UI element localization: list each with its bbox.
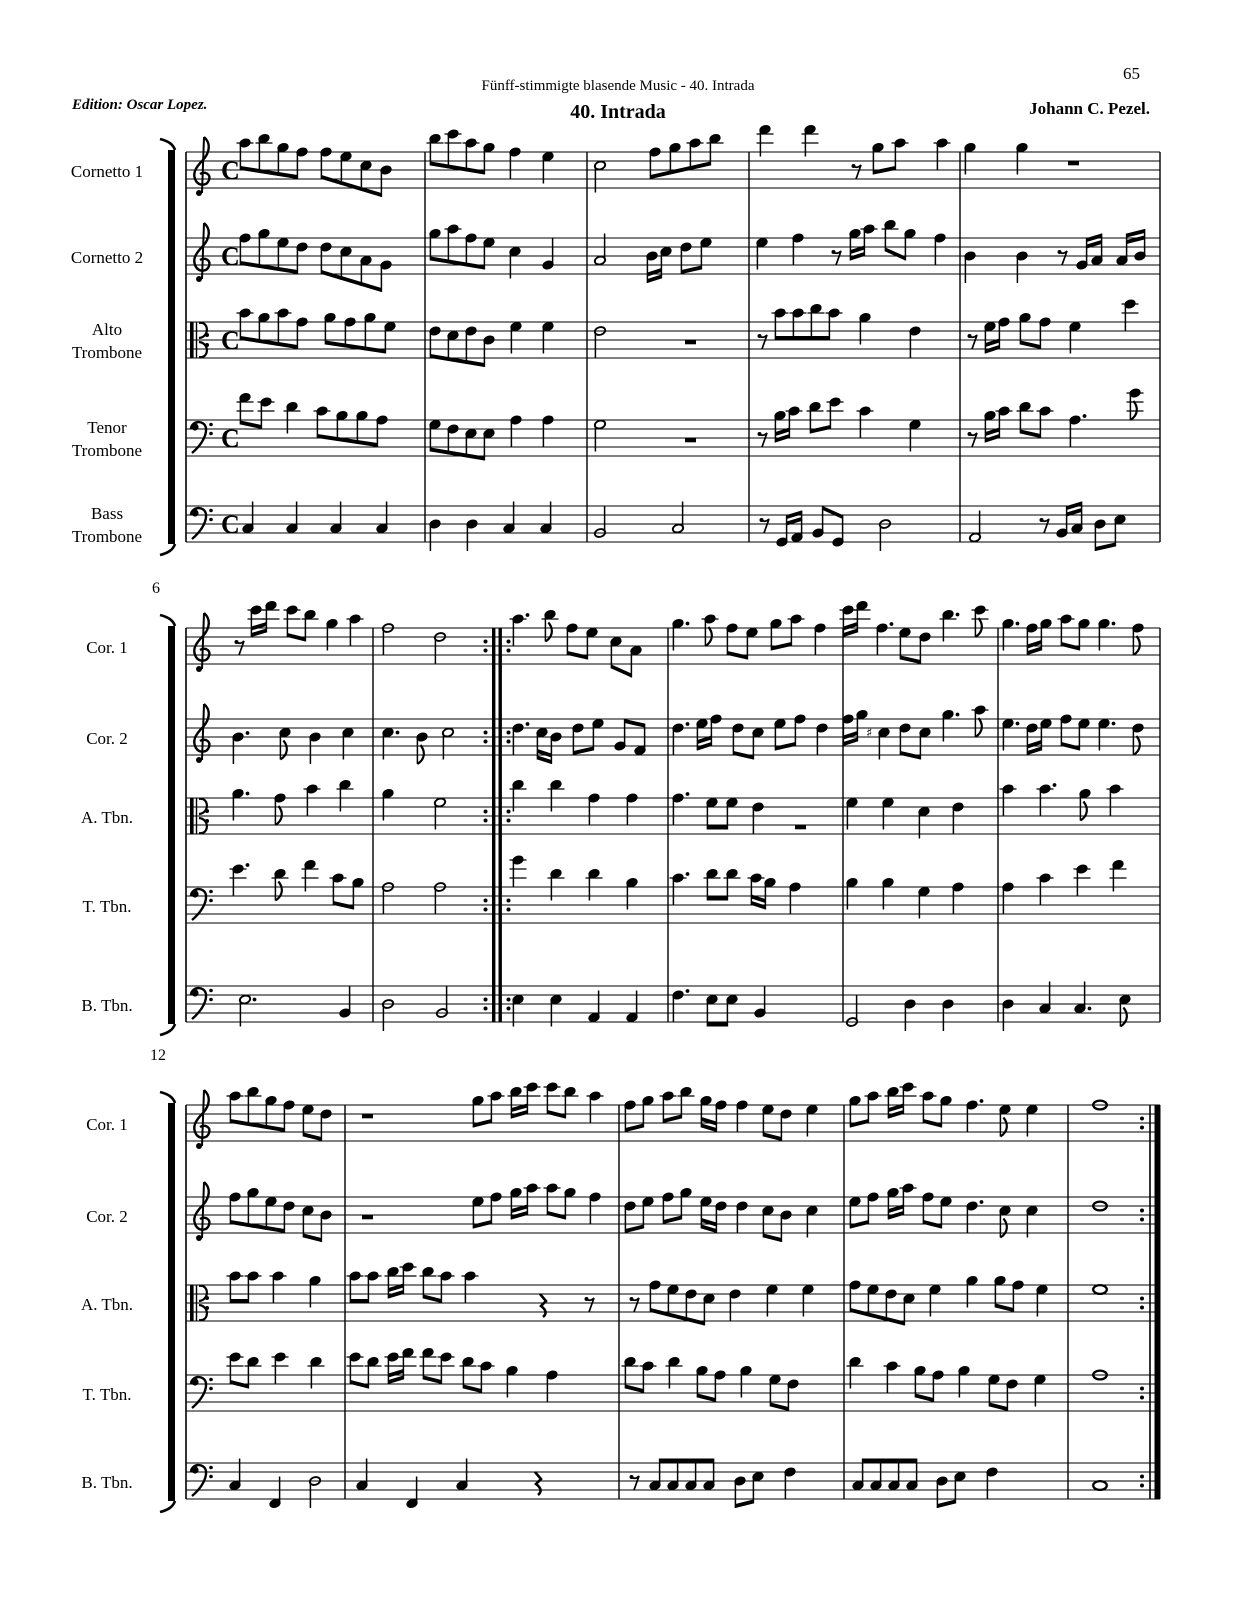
- edition-credit: Edition: Oscar Lopez.: [72, 97, 208, 113]
- label-text: Cor. 2: [86, 1207, 128, 1226]
- label-text: Trombone: [71, 441, 143, 460]
- page-number: 65: [1123, 64, 1140, 83]
- label-text: A. Tbn.: [80, 1295, 134, 1314]
- piece-title: 40. Intrada: [570, 101, 666, 123]
- label-text: A. Tbn.: [80, 808, 134, 827]
- label-text: Cor. 1: [86, 638, 128, 657]
- svg-text:C: C: [221, 156, 240, 185]
- label-text: T. Tbn.: [82, 1385, 132, 1404]
- composer-name: Johann C. Pezel.: [1029, 99, 1150, 118]
- label-text: Cor. 2: [86, 729, 128, 748]
- svg-text:C: C: [221, 326, 240, 355]
- label-text: Bass: [90, 504, 124, 523]
- label-text: Cornetto 1: [70, 162, 144, 181]
- svg-text:C: C: [221, 242, 240, 271]
- measure-number-6: 6: [152, 580, 160, 597]
- label-text: T. Tbn.: [82, 897, 132, 916]
- label-text: Trombone: [71, 343, 143, 362]
- label-text: Cor. 1: [86, 1115, 128, 1134]
- label-text: Cornetto 2: [70, 248, 144, 267]
- label-text: B. Tbn.: [81, 1473, 133, 1492]
- svg-text:C: C: [221, 510, 240, 539]
- label-text: Alto: [91, 320, 123, 339]
- label-text: Tenor: [87, 418, 127, 437]
- label-text: B. Tbn.: [81, 996, 133, 1015]
- measure-number-12: 12: [150, 1047, 166, 1064]
- svg-text:C: C: [221, 424, 240, 453]
- label-text: Trombone: [71, 527, 143, 546]
- svg-text:♯: ♯: [866, 726, 873, 741]
- running-header: Fünff-stimmigte blasende Music - 40. Intrada: [481, 78, 755, 94]
